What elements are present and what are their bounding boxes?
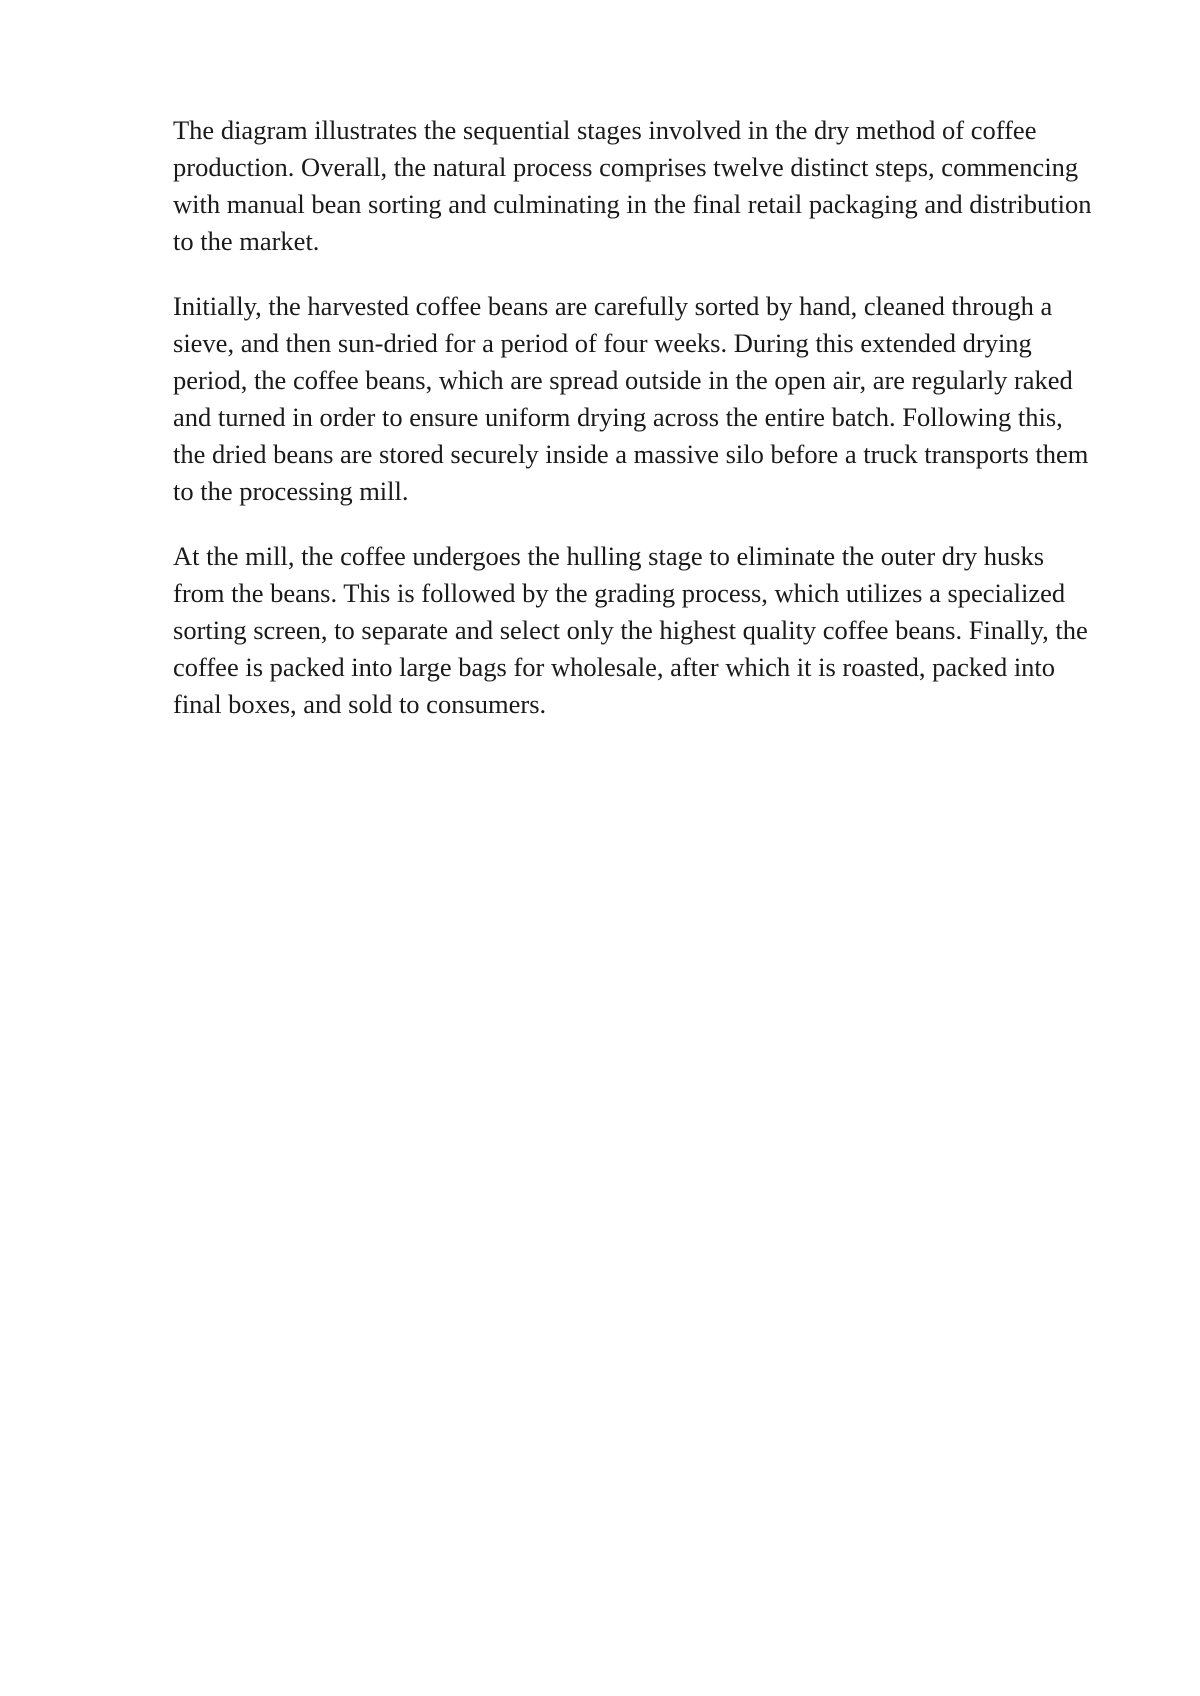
document-body (173, 112, 1093, 751)
paragraph-drying-stage: Initially, the harvested coffee beans are carefully sorted by hand, cleaned through a sieve, and then sun-dried for a period of four weeks. During this extended drying period, the coffee beans, which are spread outside in the open air, are regularly raked and turned in order to ensure uniform drying across the entire batch. Following this, the dried beans are stored securely inside a massive silo before a truck transports them to the processing mill. (173, 291, 1089, 506)
paragraph-mill-stage: At the mill, the coffee undergoes the hulling stage to eliminate the outer dry husks from the beans. This is followed by the grading process, which utilizes a specialized sorting screen, to separate and select only the highest quality coffee beans. Finally, the coffee is packed into large bags for wholesale, after which it is roasted, packed into final boxes, and sold to consumers. (173, 541, 1088, 719)
paragraph-overview: The diagram illustrates the sequential stages involved in the dry method of coffee production. Overall, the natural process comprises twelve distinct steps, commencing with manual bean sorting and culminating in the final retail packaging and distribution to the market. (173, 115, 1092, 256)
